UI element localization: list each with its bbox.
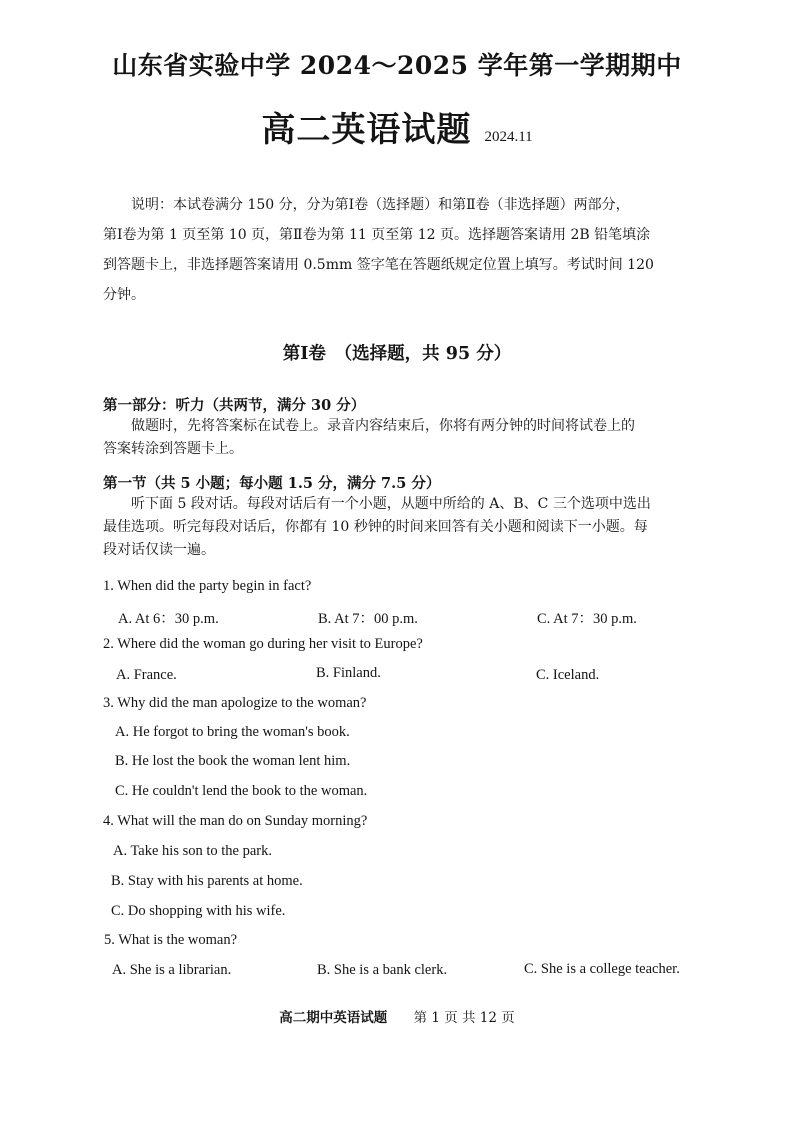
- school-title: 山东省实验中学 2024～2025 学年第一学期期中: [112, 51, 682, 80]
- question-4-option-c: C. Do shopping with his wife.: [111, 903, 286, 919]
- section1-block: [103, 472, 713, 562]
- section1-desc-line: 段对话仅读一遍。: [103, 542, 215, 558]
- instructions-line: 第Ⅰ卷为第 1 页至第 10 页，第Ⅱ卷为第 11 页至第 12 页。选择题答案请用 2B 铅笔填涂: [103, 227, 651, 243]
- question-1-option-b: B. At 7：00 p.m.: [318, 611, 418, 627]
- instructions: [103, 190, 703, 310]
- question-5-option-c: C. She is a college teacher.: [524, 961, 680, 977]
- section1-heading: 第一节（共 5 小题；每小题 1.5 分，满分 7.5 分）: [103, 475, 441, 492]
- footer-page-number: 第 1 页 共 12 页: [413, 1010, 515, 1026]
- part1-block: [103, 394, 713, 461]
- question-4-stem: 4. What will the man do on Sunday morning?: [103, 813, 368, 829]
- section1-description: [103, 493, 713, 562]
- question-5-option-a: A. She is a librarian.: [112, 962, 232, 978]
- question-3-option-b: B. He lost the book the woman lent him.: [115, 753, 351, 769]
- question-1-stem: 1. When did the party begin in fact?: [103, 578, 312, 594]
- exam-title-row: [0, 102, 794, 151]
- question-3-option-a: A. He forgot to bring the woman's book.: [115, 724, 350, 740]
- instructions-line: 说明：本试卷满分 150 分，分为第Ⅰ卷（选择题）和第Ⅱ卷（非选择题）两部分，: [131, 197, 630, 213]
- section1-desc-line: 听下面 5 段对话。每段对话后有一个小题，从题中所给的 A、B、C 三个选项中选出: [131, 496, 651, 512]
- question-5-stem: 5. What is the woman?: [104, 932, 238, 948]
- question-3-stem: 3. Why did the man apologize to the woman?: [103, 695, 367, 711]
- question-3-option-c: C. He couldn't lend the book to the woman.: [115, 783, 368, 799]
- part1-heading: 第一部分：听力（共两节，满分 30 分）: [103, 397, 366, 414]
- question-2-stem: 2. Where did the woman go during her visit to Europe?: [103, 636, 423, 652]
- question-4-option-a: A. Take his son to the park.: [113, 843, 272, 859]
- question-5-option-b: B. She is a bank clerk.: [317, 962, 448, 978]
- part1-desc-line: 答案转涂到答题卡上。: [103, 441, 243, 457]
- part1-desc-line: 做题时，先将答案标在试卷上。录音内容结束后，你将有两分钟的时间将试卷上的: [131, 418, 635, 434]
- question-1-option-a: A. At 6：30 p.m.: [118, 611, 219, 627]
- part1-description: [103, 415, 713, 461]
- question-1-option-c: C. At 7：30 p.m.: [537, 611, 637, 627]
- instructions-line: 分钟。: [103, 287, 145, 303]
- footer-exam-title: 高二期中英语试题: [279, 1010, 388, 1026]
- exam-title: 高二英语试题: [261, 110, 472, 150]
- page-footer: [0, 1006, 794, 1026]
- section1-desc-line: 最佳选项。听完每段对话后，你都有 10 秒钟的时间来回答有关小题和阅读下一小题。每: [103, 519, 648, 535]
- question-2-option-a: A. France.: [116, 667, 177, 683]
- question-2-option-b: B. Finland.: [316, 665, 381, 681]
- instructions-line: 到答题卡上，非选择题答案请用 0.5mm 签字笔在答题纸规定位置上填写。考试时间 120: [103, 257, 654, 273]
- volume-title: 第Ⅰ卷 （选择题，共 95 分）: [282, 344, 512, 364]
- exam-date: 2024.11: [484, 129, 533, 145]
- question-2-option-c: C. Iceland.: [536, 667, 600, 683]
- question-4-option-b: B. Stay with his parents at home.: [111, 873, 303, 889]
